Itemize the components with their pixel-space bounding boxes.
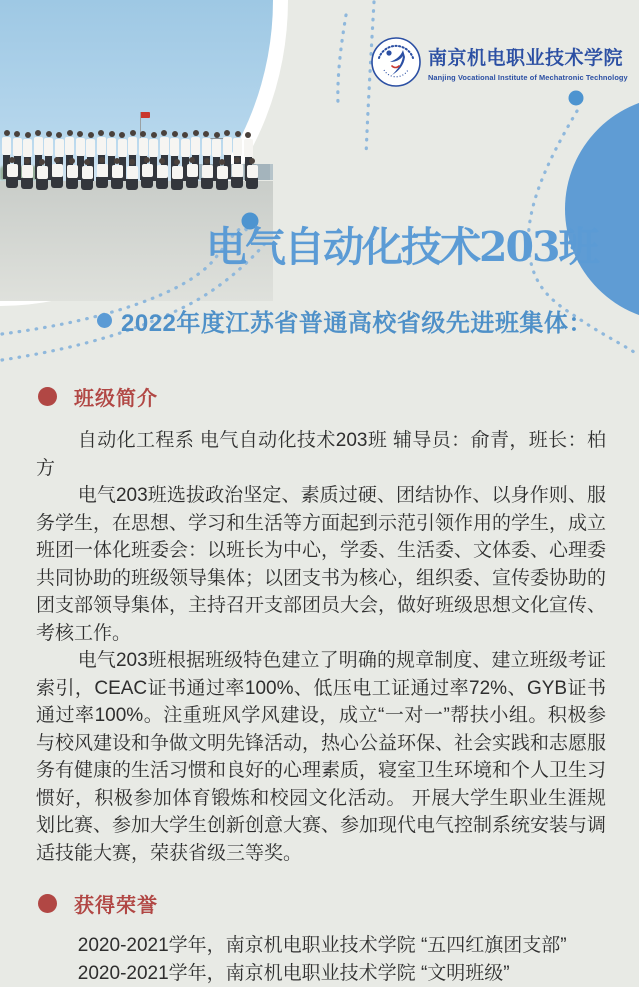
poster-body [36, 382, 606, 987]
red-bullet-icon [38, 387, 57, 406]
big-blue-circle [565, 96, 639, 322]
school-names [428, 43, 628, 82]
award-banner [97, 303, 593, 338]
honor-item-1: 2020-2021学年，南京机电职业技术学院 “五四红旗团支部” [36, 932, 606, 960]
subtitle-bullet-icon [97, 313, 112, 328]
school-name-english: Nanjing Vocational Institute of Mechatronic Technology [428, 73, 628, 82]
intro-paragraph-3: 电气203班根据班级特色建立了明确的规章制度、建立班级考证索引，CEAC证书通过率100%、低压电工证通过率72%、GYB证书通过率100%。注重班风学风建设，成立“一对一”帮扶小组。积极参与校风建设和争做文明先锋活动，热心公益环保、社会实践和志愿服务有健康的生活习惯和良好的心理素质，寝室卫生环境和个人卫生习惯好，积极参加体育锻炼和校园文化活动。 开展大学生职业生涯规划比赛、参加大学生创新创意大赛、参加现代电气控制系统安装与调适技能大赛，荣获省级三等奖。 [36, 647, 606, 867]
school-name: 南京机电职业技术学院 [428, 43, 628, 70]
intro-paragraph-2: 电气203班选拔政治坚定、素质过硬、团结协作、以身作则、服务学生，在思想、学习和生活等方面起到示范引领作用的学生，成立班团一体化班委会：以班长为中心，学委、生活委、文体委、心理委共同协助的班级领导集体；以团支书为核心，组织委、宣传委协助的团支部领导集体，主持召开支部团员大会，做好班级思想文化宣传、考核工作。 [36, 482, 606, 647]
dotted-line-top-left-icon [338, 15, 346, 104]
poster-title: 电气自动化技术203班 [206, 214, 598, 273]
school-logo-icon [370, 36, 422, 88]
intro-heading-label: 班级简介 [74, 382, 158, 411]
intro-paragraph-1: 自动化工程系 电气自动化技术203班 辅导员：俞青，班长：柏方 [36, 427, 606, 482]
award-subtitle: 2022年度江苏省普通高校省级先进班集体： [121, 303, 593, 338]
school-header [370, 36, 628, 88]
red-bullet-icon [38, 894, 57, 913]
honors-heading-label: 获得荣誉 [74, 889, 158, 918]
honor-item-2: 2020-2021学年，南京机电职业技术学院 “文明班级” [36, 960, 606, 987]
section-heading-honors [38, 889, 606, 918]
small-blue-circle [569, 91, 584, 106]
section-heading-intro [38, 382, 606, 411]
